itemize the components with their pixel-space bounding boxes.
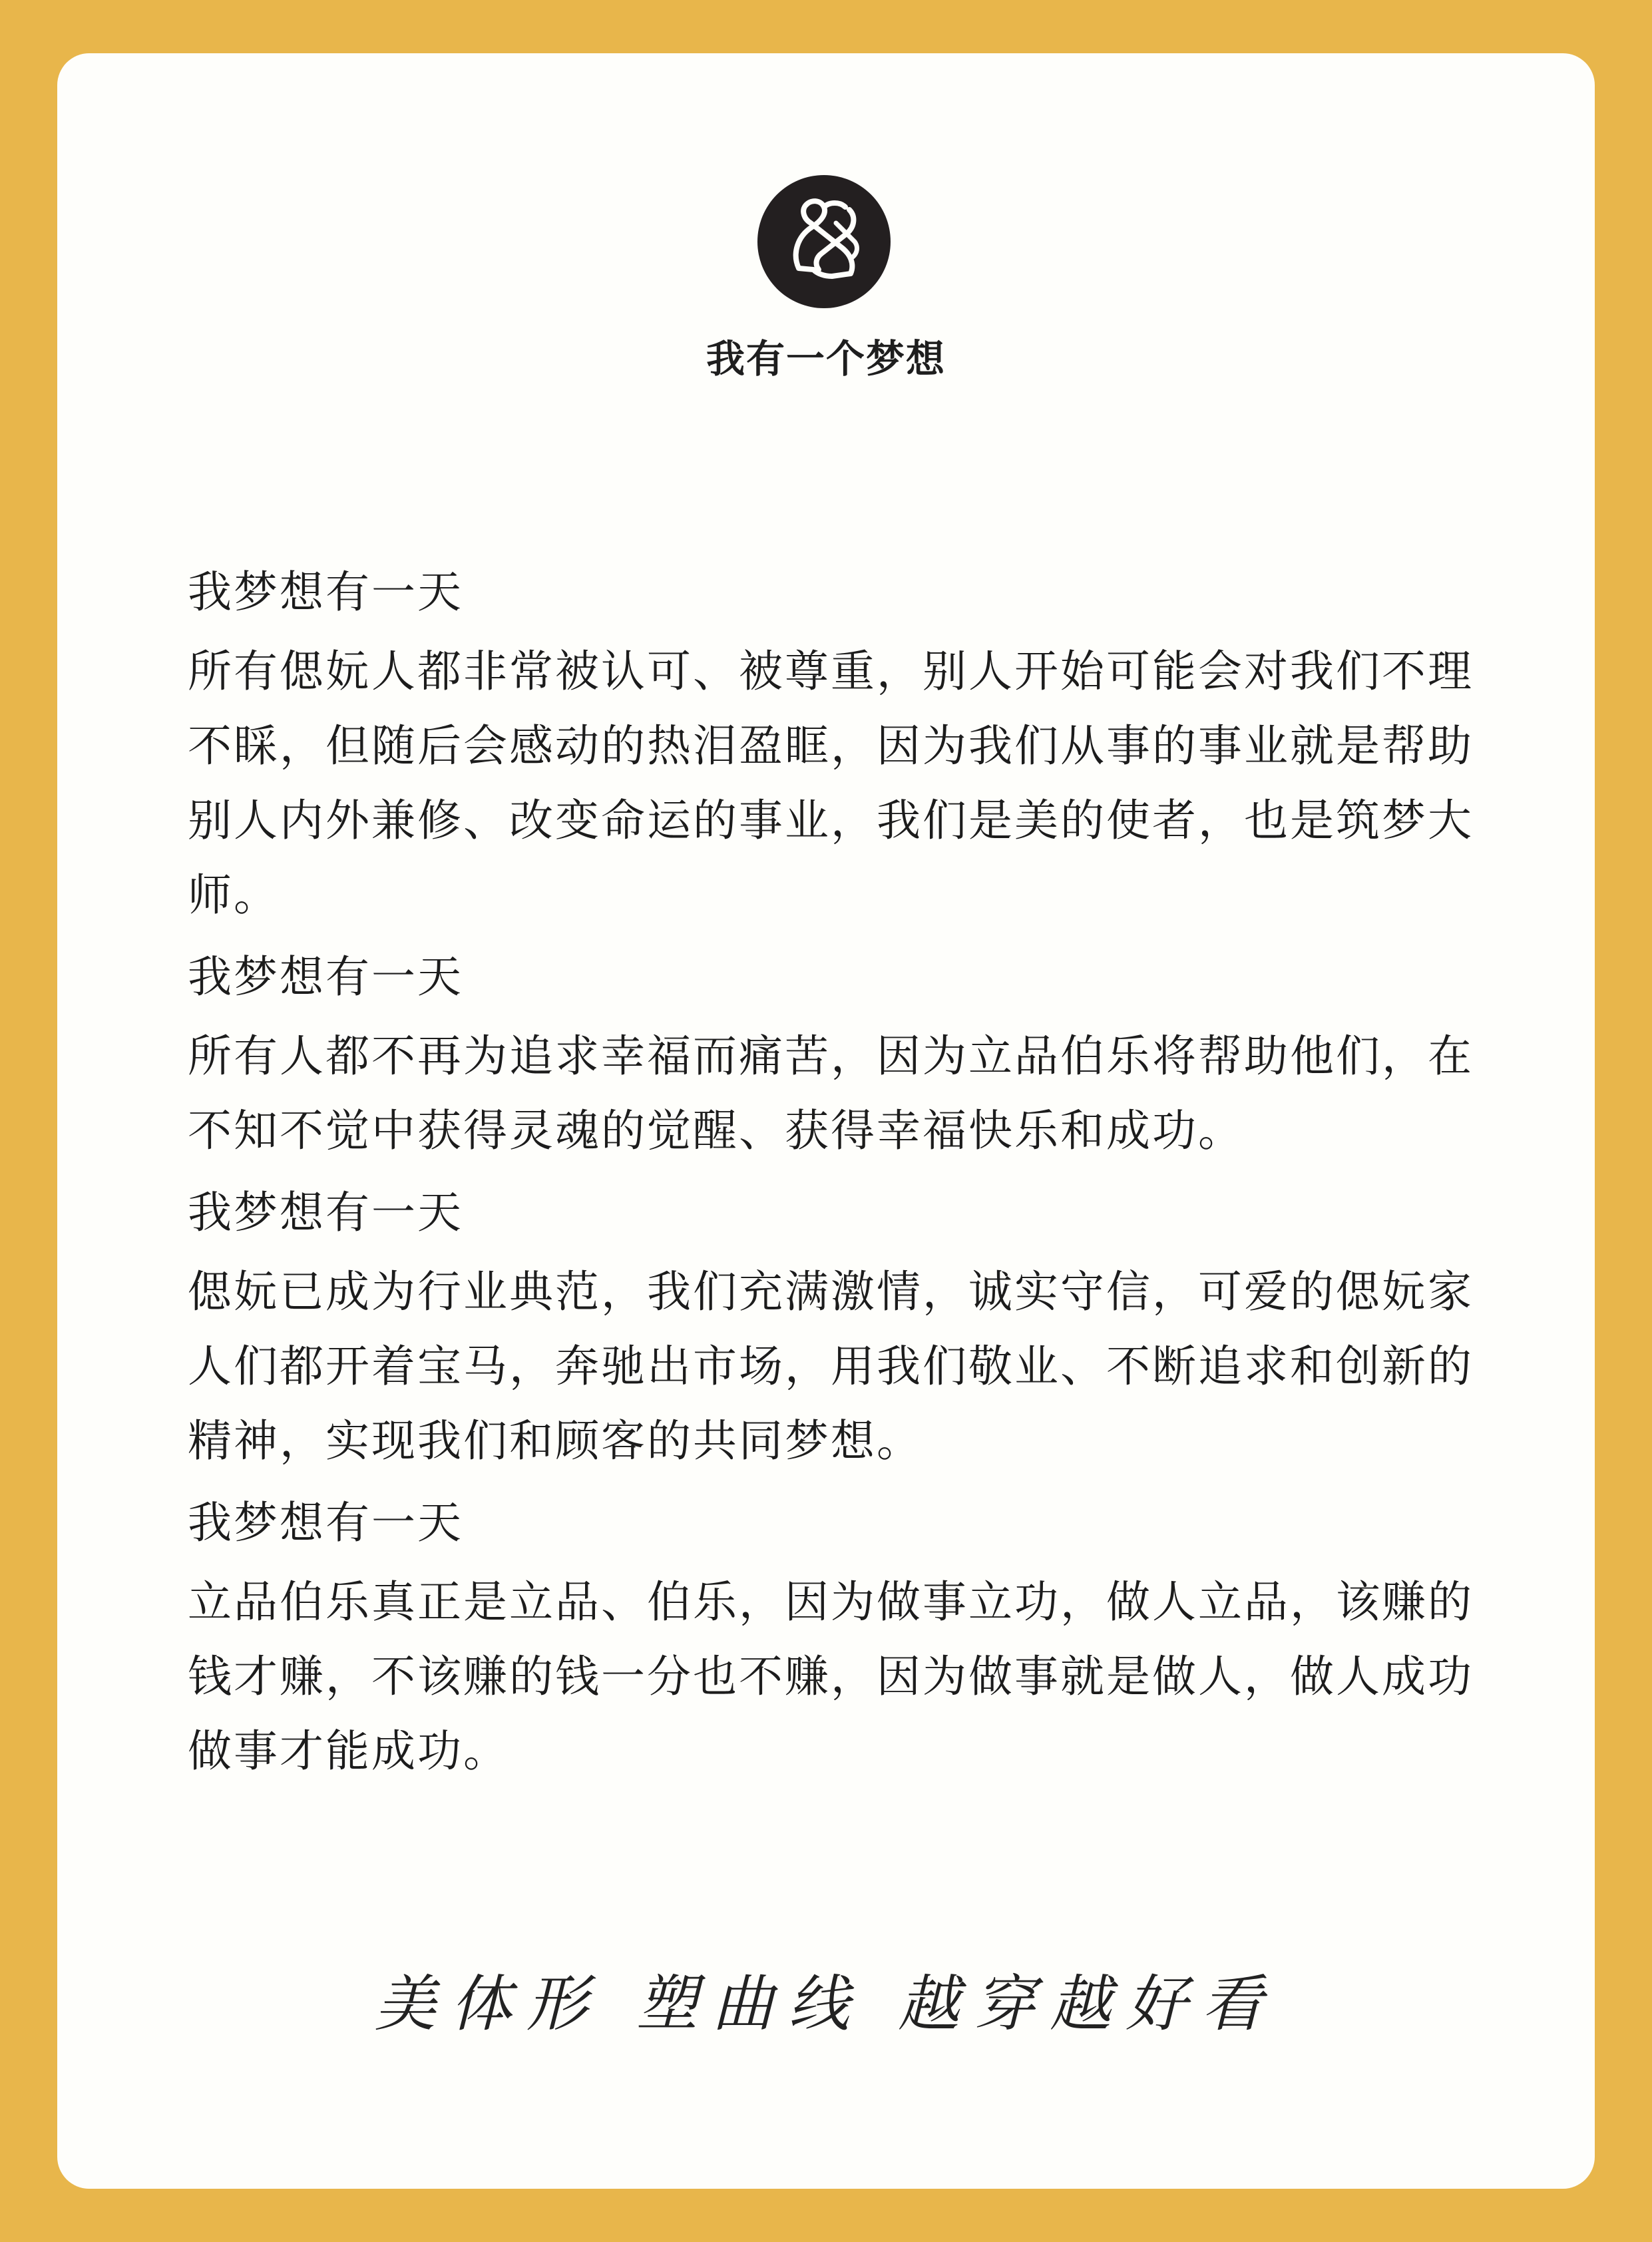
brand-title: 我有一个梦想	[706, 336, 946, 381]
slogan: 美体形 塑曲线 越穿越好看	[374, 1968, 1278, 2040]
section-body: 所有人都不再为追求幸福而痛苦，因为立品伯乐将帮助他们，在不知不觉中获得灵魂的觉醒、获得幸福快乐和成功。	[188, 1030, 1474, 1156]
section-heading: 我梦想有一天	[188, 1187, 463, 1238]
section-heading: 我梦想有一天	[188, 566, 463, 618]
main-content	[188, 556, 1492, 1797]
section-body: 偲妧已成为行业典范，我们充满激情，诚实守信，可爱的偲妧家人们都开着宝马，奔驰出市场，用我们敬业、不断追求和创新的精神，实现我们和顾客的共同梦想。	[188, 1266, 1474, 1466]
logo	[757, 175, 891, 308]
card	[57, 53, 1595, 2189]
section-body: 立品伯乐真正是立品、伯乐，因为做事立功，做人立品，该赚的钱才赚，不该赚的钱一分也不赚，因为做事就是做人，做人成功做事才能成功。	[188, 1576, 1474, 1777]
section-body: 所有偲妧人都非常被认可、被尊重，别人开始可能会对我们不理不睬，但随后会感动的热泪盈眶，因为我们从事的事业就是帮助别人内外兼修、改变命运的事业，我们是美的使者，也是筑梦大师。	[188, 646, 1474, 921]
section-heading: 我梦想有一天	[188, 1497, 463, 1548]
heart-ribbon-icon	[757, 175, 891, 308]
section-heading: 我梦想有一天	[188, 951, 463, 1003]
